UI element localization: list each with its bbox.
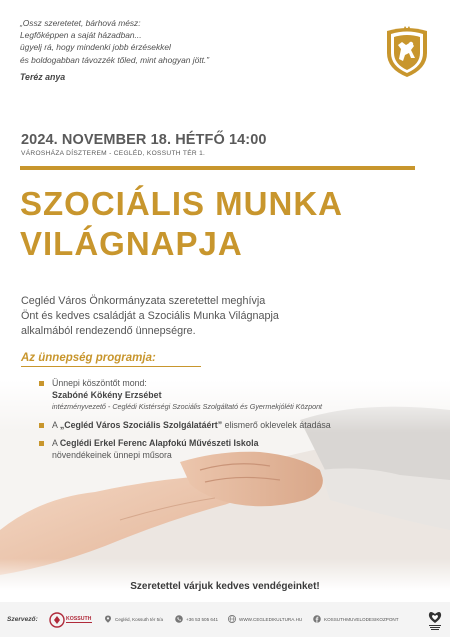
quote-author: Teréz anya <box>20 72 66 82</box>
closing-message: Szeretettel várjuk kedves vendégeinket! <box>130 581 320 592</box>
list-item <box>39 438 439 461</box>
item-text: növendékeinek ünnepi műsora <box>52 449 172 460</box>
facebook-link[interactable]: KOSSUTHMUVELODESIKOZPONT <box>324 616 399 622</box>
phone-icon[interactable] <box>175 615 183 623</box>
bullet-icon <box>39 441 44 446</box>
kossuth-logo <box>48 610 96 630</box>
website-link[interactable]: WWW.CEGLEDIKULTURA.HU <box>239 616 303 622</box>
organizer-label: Szervező: <box>7 616 38 623</box>
list-item <box>39 420 439 432</box>
bullet-icon <box>39 381 44 386</box>
divider <box>20 166 415 170</box>
item-text: Ünnepi köszöntőt mond: <box>52 378 147 388</box>
page-title <box>20 184 343 264</box>
globe-icon <box>228 615 236 623</box>
item-prefix: A <box>52 438 60 448</box>
item-prefix: A <box>52 419 60 430</box>
phone-text[interactable]: +36 53 505 641 <box>186 616 219 622</box>
speaker-name: Szabóné Kökény Erzsébet <box>52 389 162 400</box>
quote-line: „Ossz szeretetet, bárhová mész: <box>20 18 141 28</box>
footer-website <box>228 615 302 623</box>
address-text: Cegléd, Kossuth tér 5/a <box>115 616 164 622</box>
invitation-line: Önt és kedves családját a Szociális Munka Világnapja <box>21 309 279 322</box>
quote-block <box>20 17 350 66</box>
event-venue: VÁROSHÁZA DÍSZTEREM - CEGLÉD, KOSSUTH TÉR 1. <box>21 150 206 157</box>
footer <box>0 602 450 637</box>
footer-phone <box>175 615 218 623</box>
program-underline <box>21 366 201 367</box>
list-item <box>39 378 439 413</box>
program-heading: Az ünnepség programja: <box>21 352 156 364</box>
school-name: Ceglédi Erkel Ferenc Alapfokú Művészeti Iskola <box>59 438 259 448</box>
award-name: „Cegléd Város Szociális Szolgálatáért” <box>59 419 223 430</box>
footer-address <box>104 615 163 623</box>
event-date: 2024. NOVEMBER 18. HÉTFŐ 14:00 <box>21 132 267 148</box>
quote-line: és boldogabban távozzék tőled, mint ahogyan jött.” <box>20 54 210 65</box>
location-pin-icon <box>104 615 112 623</box>
heart-hands-logo <box>426 608 444 632</box>
footer-facebook <box>313 615 399 623</box>
logo-text: KOSSUTH <box>66 616 92 622</box>
quote-line: ügyelj rá, hogy mindenki jobb érzésekkel <box>20 42 171 53</box>
city-crest-icon <box>381 25 433 79</box>
program-list <box>39 378 439 468</box>
facebook-icon[interactable] <box>313 615 321 623</box>
bullet-icon <box>39 423 44 428</box>
title-line: VILÁGNAPJA <box>20 225 243 262</box>
invitation-text <box>21 294 351 338</box>
speaker-role: intézményvezető - Ceglédi Kistérségi Szociális Szolgáltató és Gyermekjóléti Központ <box>52 402 323 411</box>
item-suffix: elismerő oklevelek átadása <box>222 419 331 430</box>
invitation-line: alkalmából rendezendő ünnepségre. <box>21 324 196 337</box>
invitation-line: Cegléd Város Önkormányzata szeretettel meghívja <box>21 295 266 307</box>
quote-line: Legfőképpen a saját házadban... <box>20 30 142 41</box>
title-line: SZOCIÁLIS MUNKA <box>20 185 343 222</box>
